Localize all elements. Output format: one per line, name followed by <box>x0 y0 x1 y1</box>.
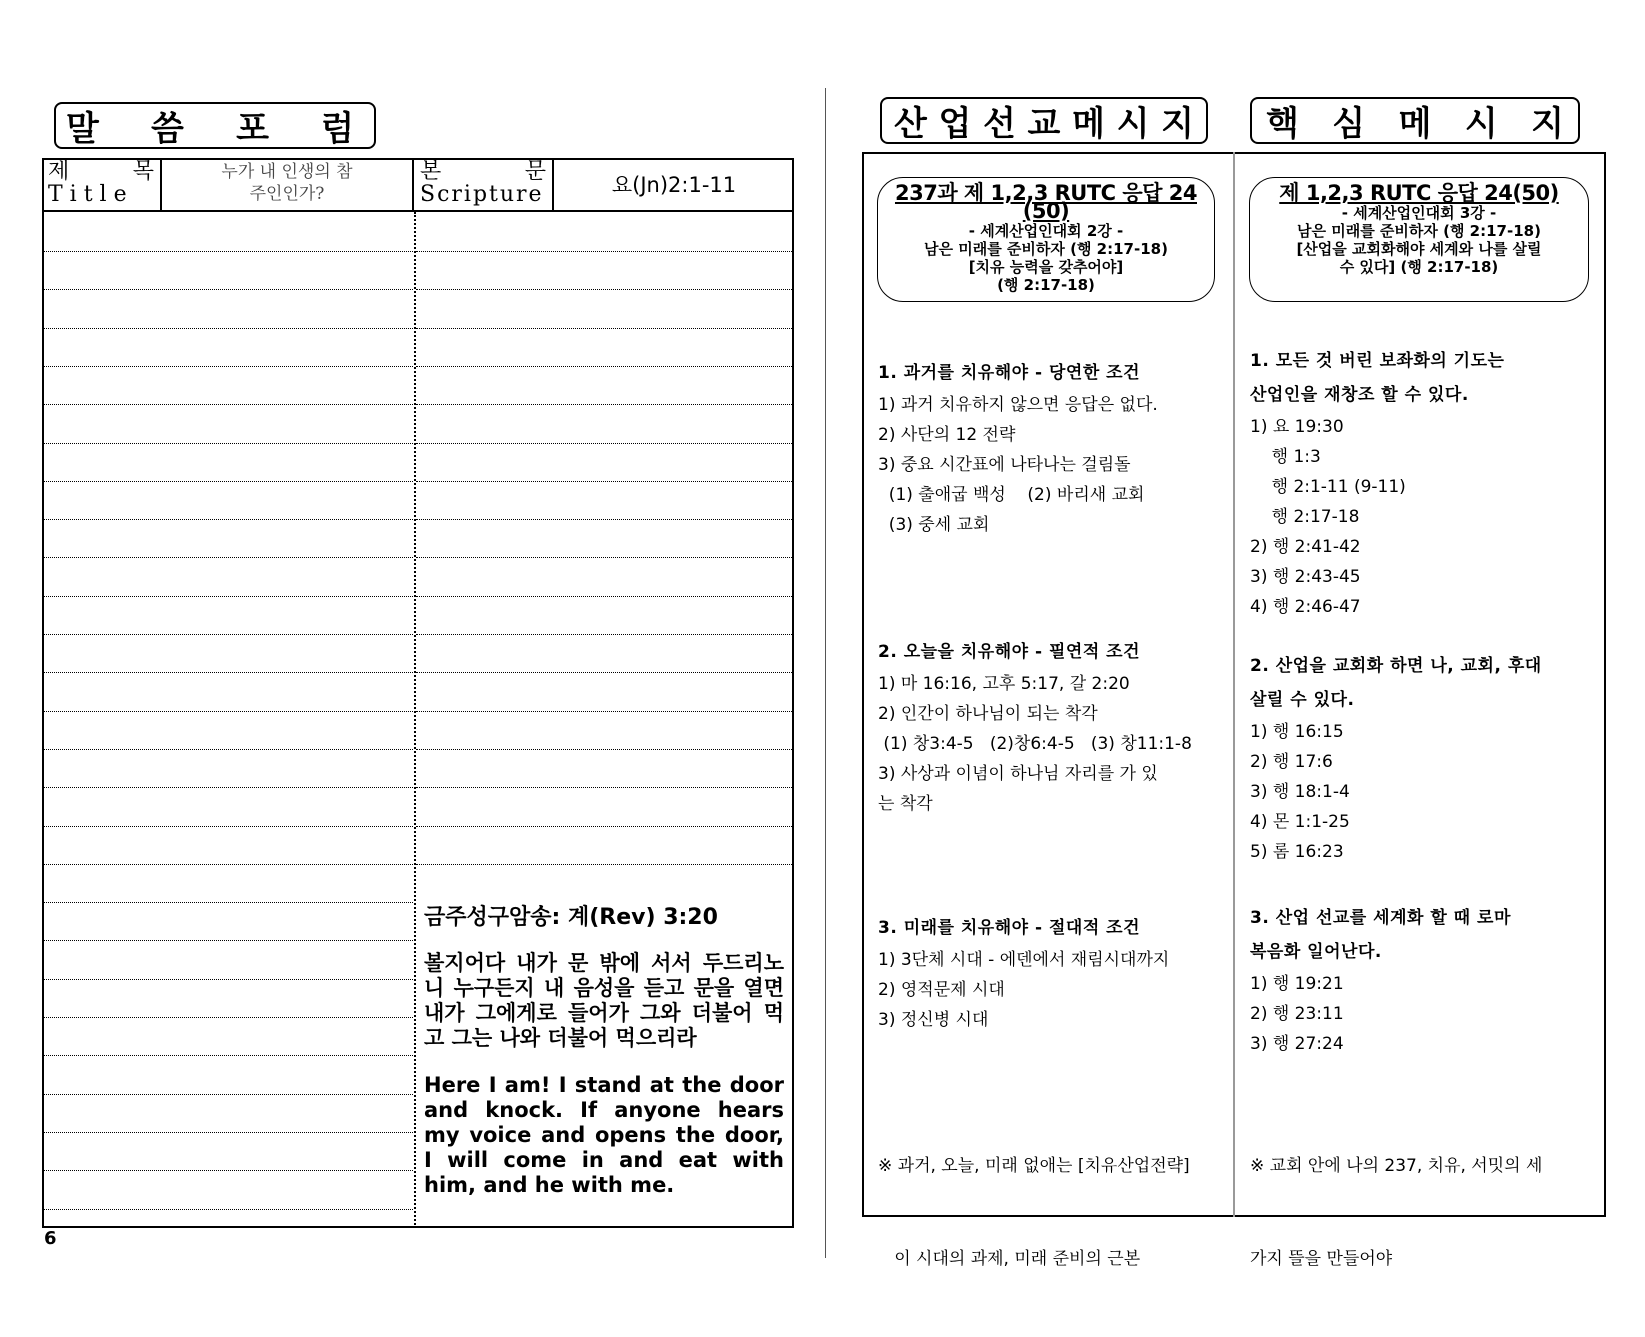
note-line <box>44 366 413 367</box>
note-line <box>416 864 792 865</box>
note-line <box>44 1017 413 1018</box>
section-item: 2) 영적문제 시대 <box>878 980 1005 1000</box>
note-line <box>416 672 792 673</box>
capsule-line: 남은 미래를 준비하자 (행 2:17-18) <box>1297 222 1541 240</box>
capsule-title: 제 1,2,3 RUTC 응답 24(50) <box>1279 181 1559 205</box>
section-item: 2) 인간이 하나님이 되는 착각 <box>878 704 1098 724</box>
section-item: (3) 중세 교회 <box>878 515 990 535</box>
lecture-capsule-2 <box>1249 177 1589 302</box>
note-line <box>44 443 413 444</box>
section-heading: 1. 과거를 치유해야 - 당연한 조건 <box>878 363 1140 383</box>
note-line <box>44 979 413 980</box>
core-message-title <box>1250 97 1580 144</box>
note-line <box>416 443 792 444</box>
memory-verse-english: Here I am! I stand at the door and knock. If anyone hears my voice and opens the door, I will come in and eat with him, and he with me. <box>424 1073 784 1197</box>
sermon-title <box>162 158 414 210</box>
title-char: 핵 <box>1266 104 1299 144</box>
note-line <box>44 328 413 329</box>
note-line: 이 시대의 과제, 미래 준비의 근본 <box>878 1249 1141 1269</box>
memory-verse <box>424 900 784 1198</box>
note-line <box>44 787 413 788</box>
note-line <box>44 1055 413 1056</box>
section-item: 2) 행 2:41-42 <box>1250 537 1361 557</box>
note-line <box>44 251 413 252</box>
note-line <box>416 328 792 329</box>
title-char: 산 <box>894 104 927 144</box>
note-line <box>416 787 792 788</box>
section-item: 4) 행 2:46-47 <box>1250 597 1361 617</box>
title-char: 심 <box>1332 104 1366 144</box>
capsule-line: [치유 능력을 갖추어야] <box>968 258 1124 276</box>
capsule-line: - 세계산업인대회 3강 - <box>1341 204 1497 222</box>
section-heading: 3. 산업 선교를 세계화 할 때 로마 <box>1250 908 1511 928</box>
section-item: 5) 롬 16:23 <box>1250 842 1344 862</box>
note-line <box>416 634 792 635</box>
note-line <box>44 1209 413 1210</box>
section-item: 1) 마 16:16, 고후 5:17, 갈 2:20 <box>878 674 1130 694</box>
note-line <box>44 596 413 597</box>
note-line <box>44 289 413 290</box>
section-item: 행 2:1-11 (9-11) <box>1250 477 1406 497</box>
section-item: 3) 사상과 이념이 하나님 자리를 가 있 <box>878 764 1158 784</box>
note-line <box>416 251 792 252</box>
title-char: 럼 <box>321 109 354 149</box>
scripture-label-ko: 문 <box>524 159 546 184</box>
section-item: 3) 행 2:43-45 <box>1250 567 1361 587</box>
section-item: 행 1:3 <box>1250 447 1321 467</box>
section-item: 1) 과거 치유하지 않으면 응답은 없다. <box>878 395 1158 415</box>
message-section <box>878 356 1228 540</box>
title-label-en: Title <box>48 182 134 207</box>
message-section <box>1250 649 1600 867</box>
note-line <box>44 1170 413 1171</box>
section-item: 3) 행 27:24 <box>1250 1034 1344 1054</box>
capsule-line: [산업을 교회화해야 세계와 나를 살릴 <box>1296 240 1542 258</box>
memory-verse-korean: 볼지어다 내가 문 밖에 서서 두드리노니 누구든지 내 음성을 듣고 문을 열면 내가 그에게로 들어가 그와 더불어 먹고 그는 나와 더불어 먹으리라 <box>424 951 784 1050</box>
section-item: 는 착각 <box>878 794 933 814</box>
note-line <box>416 481 792 482</box>
section-heading: 복음화 일어난다. <box>1250 942 1382 962</box>
note-line: ※ 과거, 오늘, 미래 없애는 [치유산업전략] <box>878 1156 1190 1176</box>
note-line <box>416 749 792 750</box>
note-line <box>44 672 413 673</box>
note-line <box>44 902 413 903</box>
column-note <box>1250 1089 1600 1337</box>
notes-column-divider <box>414 212 416 1228</box>
section-item: (1) 출애굽 백성 (2) 바리새 교회 <box>878 485 1145 505</box>
section-item: 2) 행 17:6 <box>1250 752 1333 772</box>
scripture-ref-cell <box>554 158 794 210</box>
message-section <box>1250 344 1600 622</box>
title-char: 씀 <box>151 109 184 149</box>
note-line <box>416 711 792 712</box>
section-item: 4) 몬 1:1-25 <box>1250 812 1350 832</box>
note-line <box>44 634 413 635</box>
title-label <box>42 158 162 210</box>
note-line <box>416 826 792 827</box>
section-heading: 산업인을 재창조 할 수 있다. <box>1250 385 1469 405</box>
sermon-title-line: 주인인가? <box>249 184 325 204</box>
scripture-label <box>414 158 554 210</box>
section-item: 행 2:17-18 <box>1250 507 1360 527</box>
section-heading: 2. 산업을 교회화 하면 나, 교회, 후대 <box>1250 656 1542 676</box>
note-line <box>44 940 413 941</box>
industrial-mission-title <box>880 97 1208 144</box>
title-char: 선 <box>983 104 1016 144</box>
title-char: 포 <box>236 109 269 149</box>
scripture-label-ko: 본 <box>420 159 442 184</box>
section-item: 1) 요 19:30 <box>1250 417 1344 437</box>
section-item: 2) 행 23:11 <box>1250 1004 1344 1024</box>
note-line <box>416 289 792 290</box>
title-label-ko: 목 <box>132 159 154 184</box>
note-line <box>44 557 413 558</box>
section-heading: 2. 오늘을 치유해야 - 필연적 조건 <box>878 642 1140 662</box>
column-note <box>878 1089 1228 1337</box>
page-gutter <box>825 88 826 1258</box>
note-line <box>44 826 413 827</box>
note-line <box>44 749 413 750</box>
note-line <box>416 596 792 597</box>
capsule-title: 237과 제 1,2,3 RUTC 응답 24 (50) <box>894 181 1197 223</box>
note-line <box>44 711 413 712</box>
section-item: 1) 행 19:21 <box>1250 974 1344 994</box>
note-line <box>44 481 413 482</box>
messages-column-divider <box>1233 152 1235 1217</box>
capsule-line: 남은 미래를 준비하자 (행 2:17-18) <box>924 240 1168 258</box>
title-label-ko: 제 <box>48 159 70 184</box>
title-char: 시 <box>1464 104 1498 144</box>
title-char: 시 <box>1116 104 1150 144</box>
section-heading: 3. 미래를 치유해야 - 절대적 조건 <box>878 918 1140 938</box>
sermon-forum-title <box>54 102 376 149</box>
memory-verse-heading: 금주성구암송: 계(Rev) 3:20 <box>424 905 718 930</box>
capsule-line: - 세계산업인대회 2강 - <box>968 222 1124 240</box>
note-line <box>416 557 792 558</box>
message-section <box>1250 901 1600 1059</box>
capsule-line: 수 있다] (행 2:17-18) <box>1339 258 1499 276</box>
note-line <box>416 519 792 520</box>
scripture-ref: 요(Jn)2:1-11 <box>611 173 737 197</box>
message-section <box>878 635 1228 819</box>
section-heading: 1. 모든 것 버린 보좌화의 기도는 <box>1250 351 1505 371</box>
sermon-title-line: 누가 내 인생의 참 <box>221 162 353 182</box>
section-item: 1) 3단체 시대 - 에덴에서 재림시대까지 <box>878 950 1170 970</box>
title-char: 메 <box>1072 104 1105 144</box>
note-line <box>416 404 792 405</box>
section-item: 3) 행 18:1-4 <box>1250 782 1350 802</box>
title-char: 지 <box>1161 104 1194 144</box>
note-line <box>44 1094 413 1095</box>
section-item: (1) 창3:4-5 (2)창6:4-5 (3) 창11:1-8 <box>878 734 1192 754</box>
message-section <box>878 911 1228 1035</box>
title-char: 교 <box>1027 104 1061 144</box>
note-line <box>416 366 792 367</box>
capsule-line: (행 2:17-18) <box>997 276 1095 294</box>
section-item: 3) 정신병 시대 <box>878 1010 989 1030</box>
section-item: 2) 사단의 12 전략 <box>878 425 1016 445</box>
title-char: 메 <box>1398 104 1432 144</box>
page-number: 6 <box>44 1228 57 1249</box>
title-char: 지 <box>1531 104 1564 144</box>
note-line <box>44 404 413 405</box>
note-line <box>44 864 413 865</box>
section-heading: 살릴 수 있다. <box>1250 690 1355 710</box>
note-line: ※ 교회 안에 나의 237, 치유, 서밋의 세 <box>1250 1156 1543 1176</box>
lecture-capsule-1 <box>877 177 1215 302</box>
title-char: 말 <box>66 109 99 149</box>
note-line: 가지 뜰을 만들어야 <box>1250 1249 1393 1269</box>
note-line <box>44 519 413 520</box>
section-item: 1) 행 16:15 <box>1250 722 1344 742</box>
section-item: 3) 중요 시간표에 나타나는 걸림돌 <box>878 455 1131 475</box>
sermon-header-row <box>42 158 794 212</box>
note-line <box>44 1132 413 1133</box>
scripture-label-en: Scripture <box>420 182 544 207</box>
title-char: 업 <box>938 104 972 144</box>
